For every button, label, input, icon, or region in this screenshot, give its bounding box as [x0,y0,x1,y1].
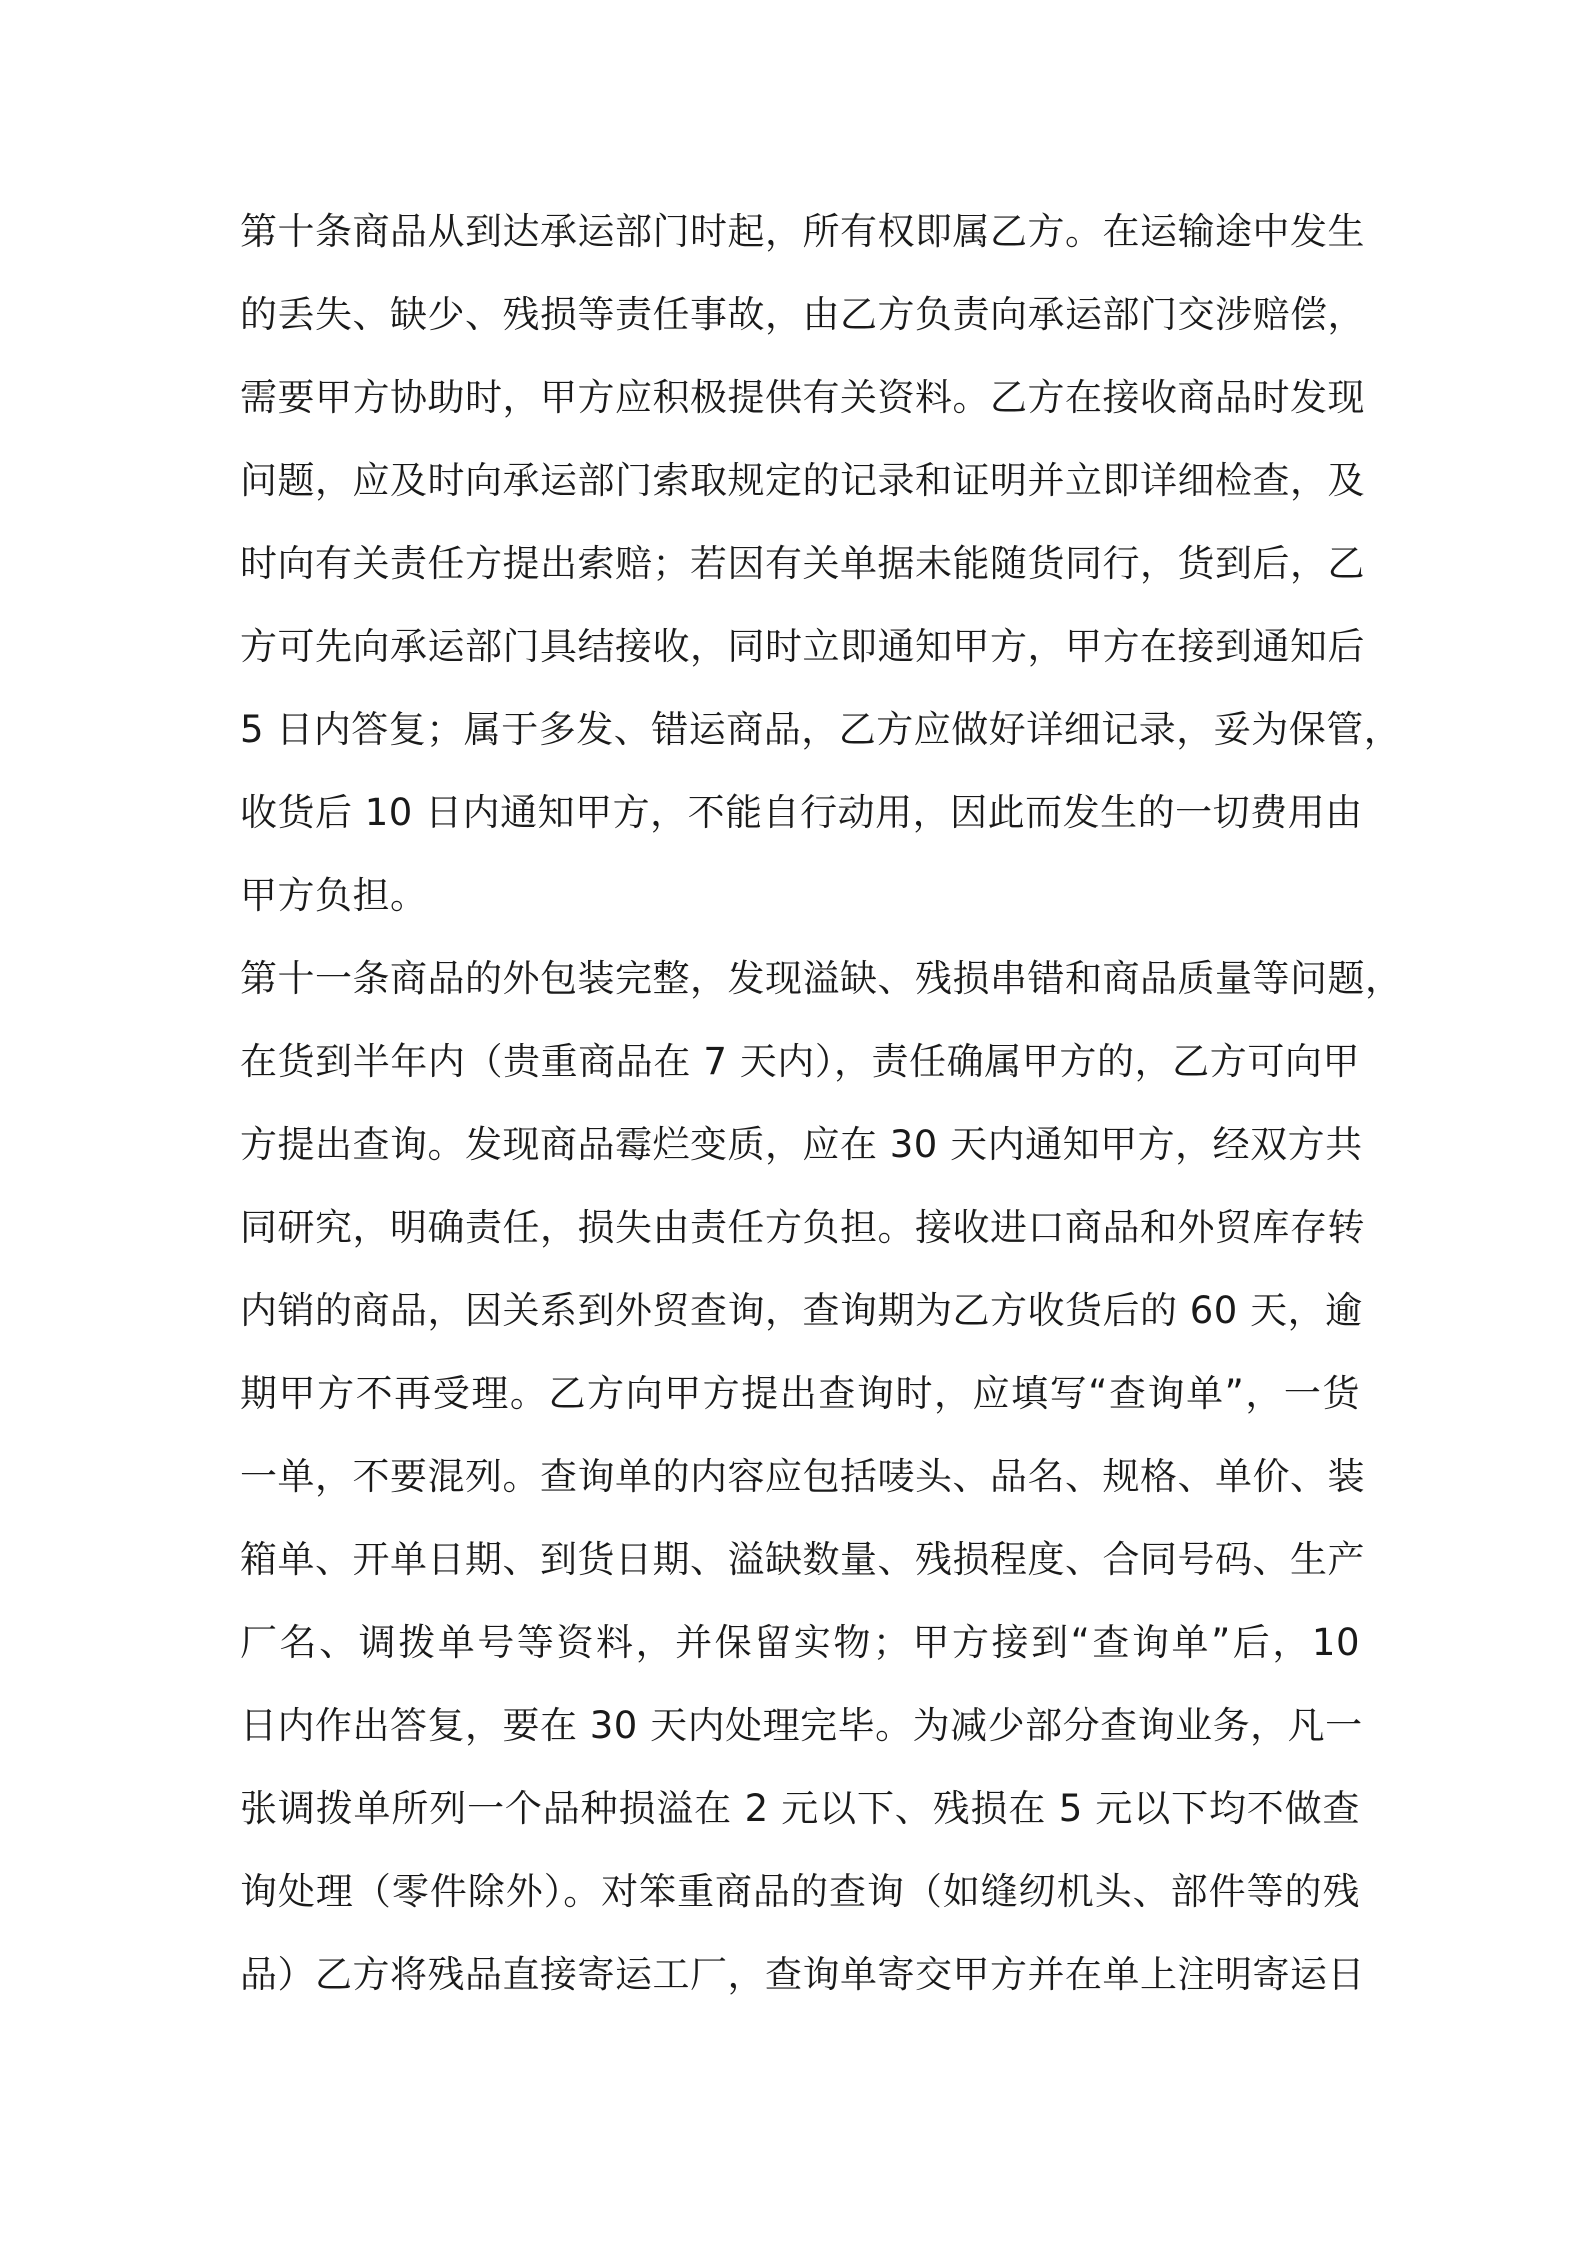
text-line: 箱单、开单日期、到货日期、溢缺数量、残损程度、合同号码、生产 [240,1538,1365,1581]
text-line: 收货后 10 日内通知甲方，不能自行动用，因此而发生的一切费用由 [240,791,1363,834]
document-body [240,190,1403,2016]
text-line: 问题，应及时向承运部门索取规定的记录和证明并立即详细检查，及 [240,459,1365,502]
text-line: 内销的商品，因关系到外贸查询，查询期为乙方收货后的 60 天，逾 [240,1289,1363,1332]
text-line: 期甲方不再受理。乙方向甲方提出查询时，应填写“查询单”，一货 [240,1372,1360,1415]
text-line: 时向有关责任方提出索赔；若因有关单据未能随货同行，货到后，乙 [240,542,1365,585]
text-line: 方可先向承运部门具结接收，同时立即通知甲方，甲方在接到通知后 [240,625,1365,668]
text-line: 5 日内答复；属于多发、错运商品，乙方应做好详细记录，妥为保管， [240,708,1402,751]
paragraph-article-11 [240,937,1403,2016]
text-line: 品）乙方将残品直接寄运工厂，查询单寄交甲方并在单上注明寄运日 [240,1953,1365,1996]
text-line: 厂名、调拨单号等资料，并保留实物；甲方接到“查询单”后，10 [240,1621,1360,1664]
text-line: 的丢失、缺少、残损等责任事故，由乙方负责向承运部门交涉赔偿， [240,293,1365,336]
text-line: 张调拨单所列一个品种损溢在 2 元以下、残损在 5 元以下均不做查 [240,1787,1360,1830]
text-line: 日内作出答复，要在 30 天内处理完毕。为减少部分查询业务，凡一 [240,1704,1363,1747]
text-line: 一单，不要混列。查询单的内容应包括唛头、品名、规格、单价、装 [240,1455,1365,1498]
text-line: 方提出查询。发现商品霉烂变质，应在 30 天内通知甲方，经双方共 [240,1123,1363,1166]
text-line: 同研究，明确责任，损失由责任方负担。接收进口商品和外贸库存转 [240,1206,1365,1249]
text-line: 甲方负担。 [240,874,428,917]
text-line: 需要甲方协助时，甲方应积极提供有关资料。乙方在接收商品时发现 [240,376,1365,419]
text-line: 第十一条商品的外包装完整，发现溢缺、残损串错和商品质量等问题， [240,957,1403,1000]
text-line: 第十条商品从到达承运部门时起，所有权即属乙方。在运输途中发生 [240,210,1365,253]
text-line: 在货到半年内（贵重商品在 7 天内），责任确属甲方的，乙方可向甲 [240,1040,1360,1083]
text-line: 询处理（零件除外）。对笨重商品的查询（如缝纫机头、部件等的残 [240,1870,1360,1913]
paragraph-article-10 [240,190,1402,937]
